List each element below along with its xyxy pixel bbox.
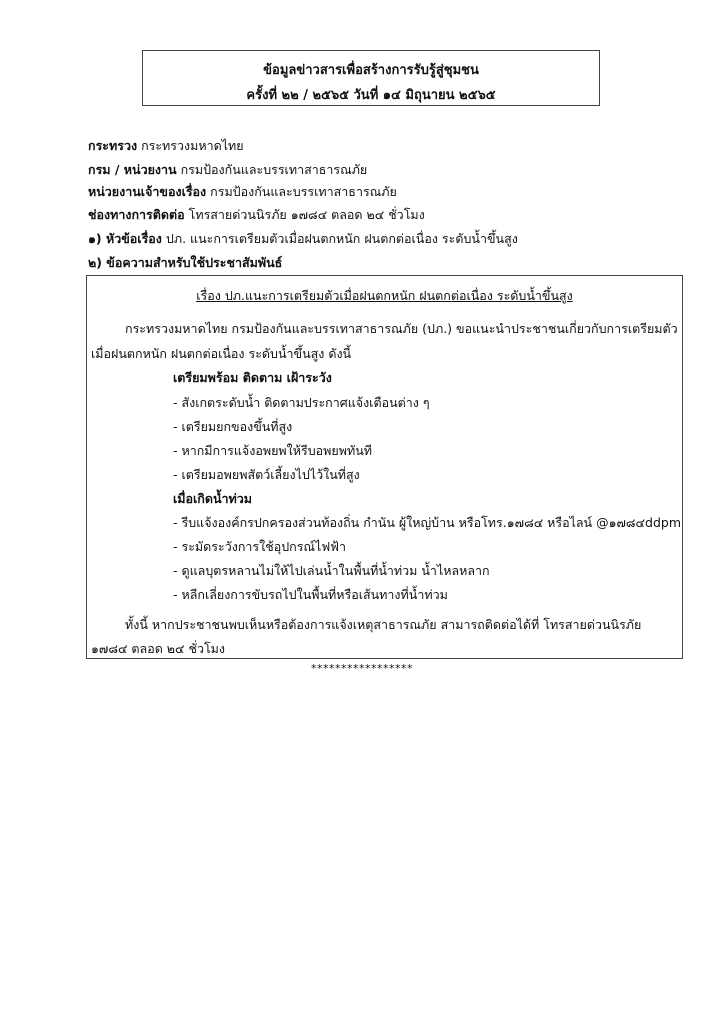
owner-label: หน่วยงานเจ้าของเรื่อง — [88, 184, 207, 199]
ministry-value: กระทรวงมหาดไทย — [141, 138, 244, 153]
contact-value: โทรสายด่วนนิรภัย ๑๗๘๔ ตลอด ๒๔ ชั่วโมง — [188, 207, 425, 222]
department-label: กรม / หน่วยงาน — [88, 162, 177, 177]
closing-line-2: ๑๗๘๔ ตลอด ๒๔ ชั่วโมง — [91, 641, 226, 656]
contact-row — [88, 205, 425, 225]
list-item: - เตรียมอพยพสัตว์เลี้ยงไปไว้ในที่สูง — [173, 467, 360, 482]
topic-value: ปภ. แนะการเตรียมตัวเมื่อฝนตกหนัก ฝนตกต่อเนื่อง ระดับน้ำขึ้นสูง — [165, 231, 518, 246]
end-marker: ***************** — [311, 662, 413, 675]
message-box — [86, 275, 683, 659]
department-row — [88, 160, 367, 180]
contact-label: ช่องทางการติดต่อ — [88, 207, 185, 222]
section-prepare-heading: เตรียมพร้อม ติดตาม เฝ้าระวัง — [173, 370, 332, 385]
document-title: ข้อมูลข่าวสารเพื่อสร้างการรับรู้สู่ชุมชน — [263, 63, 479, 78]
list-item: - รีบแจ้งองค์กรปกครองส่วนท้องถิ่น กำนัน ผู้ใหญ่บ้าน หรือโทร.๑๗๘๔ หรือไลน์ @๑๗๘๔ddpm — [173, 515, 681, 530]
ministry-label: กระทรวง — [88, 138, 138, 153]
owner-row — [88, 182, 397, 202]
department-value: กรมป้องกันและบรรเทาสาธารณภัย — [180, 162, 368, 177]
topic-label: ๑) หัวข้อเรื่อง — [88, 231, 162, 246]
document-header-box — [142, 50, 600, 106]
list-item: - หลีกเลี่ยงการขับรถไปในพื้นที่หรือเส้นทางที่น้ำท่วม — [173, 587, 448, 602]
owner-value: กรมป้องกันและบรรเทาสาธารณภัย — [210, 184, 397, 199]
topic-row — [88, 229, 518, 249]
list-item: - เตรียมยกของขึ้นที่สูง — [173, 419, 293, 434]
issue-number-date: ครั้งที่ ๒๒ / ๒๕๖๕ วันที่ ๑๔ มิถุนายน ๒๕๖๕ — [246, 88, 496, 103]
section-flood-heading: เมื่อเกิดน้ำท่วม — [173, 491, 253, 506]
list-item: - สังเกตระดับน้ำ ติดตามประกาศแจ้งเตือนต่าง ๆ — [173, 395, 430, 410]
pr-label: ๒) ข้อความสำหรับใช้ประชาสัมพันธ์ — [88, 255, 283, 270]
list-item: - หากมีการแจ้งอพยพให้รีบอพยพทันที — [173, 443, 372, 458]
ministry-row — [88, 136, 244, 156]
intro-line-2: เมื่อฝนตกหนัก ฝนตกต่อเนื่อง ระดับน้ำขึ้นสูง ดังนี้ — [91, 346, 352, 361]
message-title: เรื่อง ปภ.แนะการเตรียมตัวเมื่อฝนตกหนัก ฝนตกต่อเนื่อง ระดับน้ำขึ้นสูง — [196, 288, 573, 303]
closing-line-1: ทั้งนี้ หากประชาชนพบเห็นหรือต้องการแจ้งเหตุสาธารณภัย สามารถติดต่อได้ที่ โทรสายด่วนนิรภัย — [125, 617, 642, 632]
pr-message-heading — [88, 253, 282, 273]
intro-line-1: กระทรวงมหาดไทย กรมป้องกันและบรรเทาสาธารณภัย (ปภ.) ขอแนะนำประชาชนเกี่ยวกับการเตรียมตัว — [125, 321, 678, 336]
list-item: - ระมัดระวังการใช้อุปกรณ์ไฟฟ้า — [173, 539, 347, 554]
list-item: - ดูแลบุตรหลานไม่ให้ไปเล่นน้ำในพื้นที่น้ำท่วม น้ำไหลหลาก — [173, 563, 490, 578]
